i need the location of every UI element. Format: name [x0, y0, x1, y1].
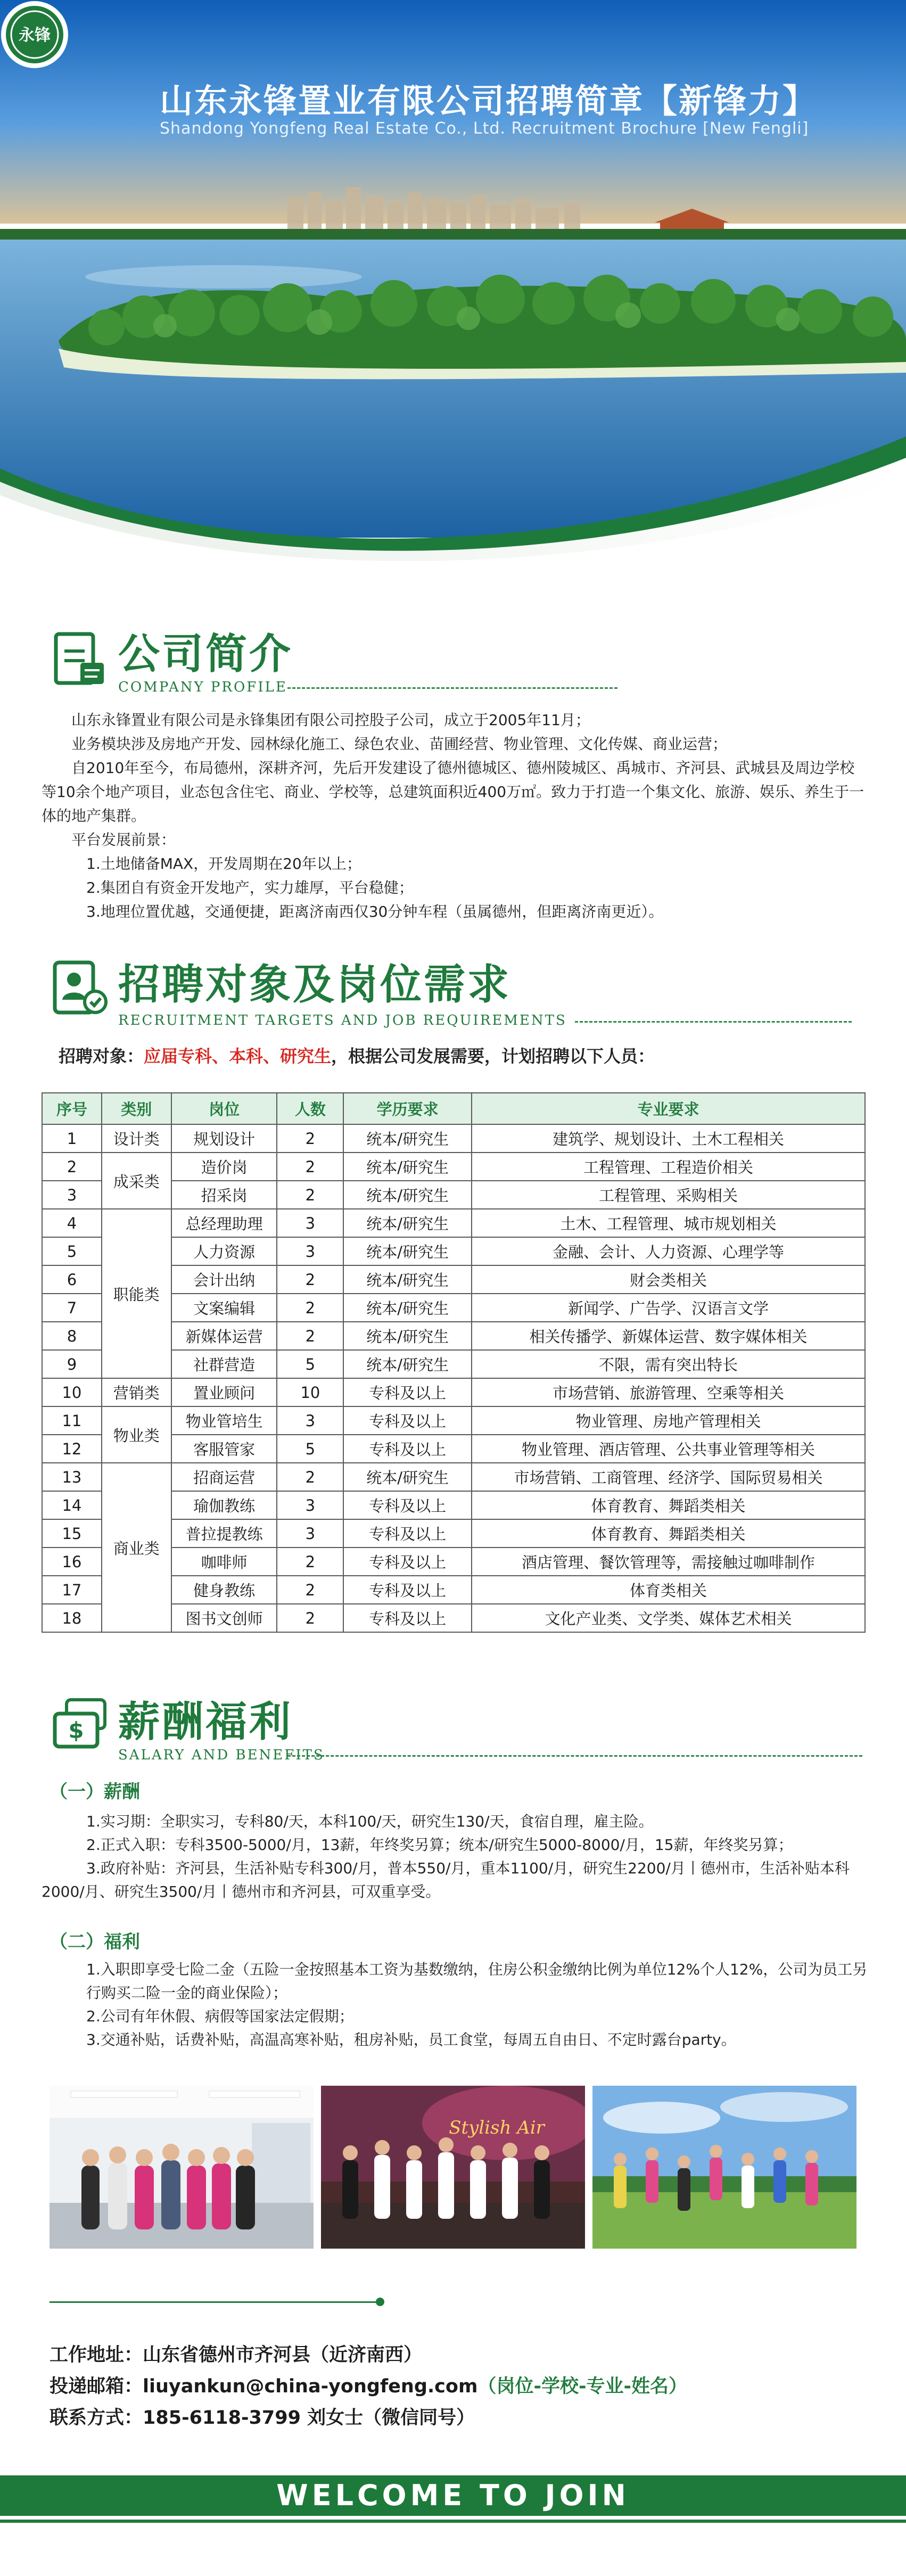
table-cell: 17 [42, 1576, 102, 1604]
document-icon [51, 630, 109, 688]
table-cell: 3 [277, 1491, 343, 1519]
table-cell: 专科及以上 [343, 1548, 472, 1576]
table-cell: 16 [42, 1548, 102, 1576]
table-header-cell: 专业要求 [472, 1093, 865, 1124]
table-cell: 9 [42, 1350, 102, 1378]
table-cell: 5 [277, 1350, 343, 1378]
table-cell: 统本/研究生 [343, 1181, 472, 1209]
recruit-title-en: RECRUITMENT TARGETS AND JOB REQUIREMENTS [118, 1013, 567, 1028]
table-cell: 2 [277, 1604, 343, 1632]
table-cell: 客服管家 [171, 1435, 277, 1463]
table-cell: 建筑学、规划设计、土木工程相关 [472, 1124, 865, 1153]
table-cell: 专科及以上 [343, 1378, 472, 1406]
table-cell: 6 [42, 1265, 102, 1294]
table-cell: 普拉提教练 [171, 1519, 277, 1548]
recruit-target-suffix: ，根据公司发展需要，计划招聘以下人员： [331, 1046, 655, 1066]
table-cell: 15 [42, 1519, 102, 1548]
pay-item-text: 3.政府补贴：齐河县，生活补贴专科300/月，普本550/月，重本1100/月，研究生2200/月丨德州市，生活补贴本科2000/月、研究生3500/月丨德州市和齐河县，可双重享受。 [42, 1859, 850, 1900]
table-header-cell: 人数 [277, 1093, 343, 1124]
table-cell: 瑜伽教练 [171, 1491, 277, 1519]
table-cell: 健身教练 [171, 1576, 277, 1604]
profile-paragraph: 山东永锋置业有限公司是永锋集团有限公司控股子公司，成立于2005年11月； [71, 711, 590, 729]
footer-banner: WELCOME TO JOIN [0, 2475, 906, 2516]
category-cell: 成采类 [102, 1153, 171, 1209]
table-cell: 4 [42, 1209, 102, 1237]
table-cell: 不限，需有突出特长 [472, 1350, 865, 1378]
table-cell: 3 [277, 1406, 343, 1435]
table-header-cell: 类别 [102, 1093, 171, 1124]
money-icon [51, 1694, 109, 1753]
table-cell: 3 [42, 1181, 102, 1209]
table-cell: 置业顾问 [171, 1378, 277, 1406]
logo-text: 永锋 [19, 26, 51, 45]
table-row [42, 1209, 865, 1237]
section-divider [287, 1755, 862, 1757]
profile-paragraph: 业务模块涉及房地产开发、园林绿化施工、绿色农业、苗圃经营、物业管理、文化传媒、商业运营； [71, 735, 728, 753]
contact-divider [50, 2301, 380, 2303]
jobs-table [42, 1092, 866, 1633]
address-value: 山东省德州市齐河县（近济南西） [143, 2344, 423, 2366]
table-cell: 招商运营 [171, 1463, 277, 1491]
welfare-heading: （二）福利 [50, 1931, 140, 1953]
divider-dot [376, 2298, 384, 2306]
table-row [42, 1463, 865, 1491]
table-cell: 文化产业类、文学类、媒体艺术相关 [472, 1604, 865, 1632]
table-cell: 统本/研究生 [343, 1237, 472, 1265]
profile-list-item: 3.地理位置优越，交通便捷，距离济南西仅30分钟车程（虽属德州，但距离济南更近）。 [86, 903, 664, 920]
recruit-target-prefix: 招聘对象： [59, 1046, 144, 1066]
profile-list-item: 2.集团自有资金开发地产，实力雄厚，平台稳健； [86, 879, 414, 896]
table-cell: 8 [42, 1322, 102, 1350]
table-cell: 财会类相关 [472, 1265, 865, 1294]
table-header-cell: 序号 [42, 1093, 102, 1124]
profile-text [42, 708, 867, 924]
hero-banner [0, 0, 906, 591]
table-cell: 文案编辑 [171, 1294, 277, 1322]
table-cell: 2 [277, 1294, 343, 1322]
table-cell: 物业管理、酒店管理、公共事业管理等相关 [472, 1435, 865, 1463]
svg-text:$: $ [68, 1717, 84, 1743]
table-cell: 相关传播学、新媒体运营、数字媒体相关 [472, 1322, 865, 1350]
photo-stage-party [321, 2086, 585, 2249]
table-cell: 市场营销、旅游管理、空乘等相关 [472, 1378, 865, 1406]
table-cell: 工程管理、工程造价相关 [472, 1153, 865, 1181]
table-cell: 市场营销、工商管理、经济学、国际贸易相关 [472, 1463, 865, 1491]
table-cell: 1 [42, 1124, 102, 1153]
table-cell: 体育教育、舞蹈类相关 [472, 1491, 865, 1519]
table-cell: 咖啡师 [171, 1548, 277, 1576]
pay-item: 2.正式入职：专科3500-5000/月，13薪，年终奖另算；统本/研究生5000-8000/月，15薪，年终奖另算； [86, 1836, 793, 1854]
email-label: 投递邮箱： [50, 2376, 143, 2397]
category-cell: 物业类 [102, 1406, 171, 1463]
table-cell: 统本/研究生 [343, 1294, 472, 1322]
profile-list-item: 1.土地储备MAX，开发周期在20年以上； [86, 855, 361, 873]
contact-email [50, 2372, 687, 2398]
table-cell: 专科及以上 [343, 1576, 472, 1604]
phone-label: 联系方式： [50, 2407, 143, 2429]
table-cell: 3 [277, 1519, 343, 1548]
table-row [42, 1406, 865, 1435]
table-cell: 规划设计 [171, 1124, 277, 1153]
table-cell: 物业管理、房地产管理相关 [472, 1406, 865, 1435]
table-cell: 2 [277, 1548, 343, 1576]
table-cell: 统本/研究生 [343, 1350, 472, 1378]
table-cell: 3 [277, 1237, 343, 1265]
pay-item [42, 1857, 872, 1904]
section-divider [287, 687, 617, 689]
phone-value: 185-6118-3799 刘女士（微信同号） [143, 2407, 475, 2429]
salary-title-en: SALARY AND BENEFITS [118, 1747, 325, 1763]
profile-title-en: COMPANY PROFILE [118, 679, 287, 695]
table-cell: 社群营造 [171, 1350, 277, 1378]
recruit-title: 招聘对象及岗位需求 [118, 961, 512, 1009]
table-cell: 酒店管理、餐饮管理等，需接触过咖啡制作 [472, 1548, 865, 1576]
table-cell: 统本/研究生 [343, 1209, 472, 1237]
table-cell: 5 [42, 1237, 102, 1265]
table-row [42, 1153, 865, 1181]
table-cell: 新闻学、广告学、汉语言文学 [472, 1294, 865, 1322]
table-header-cell: 岗位 [171, 1093, 277, 1124]
table-cell: 2 [277, 1181, 343, 1209]
table-cell: 新媒体运营 [171, 1322, 277, 1350]
table-cell: 7 [42, 1294, 102, 1322]
table-cell: 18 [42, 1604, 102, 1632]
table-row [42, 1378, 865, 1406]
section-divider [575, 1021, 852, 1023]
page-subtitle: Shandong Yongfeng Real Estate Co., Ltd. Recruitment Brochure [New Fengli] [160, 119, 809, 138]
table-cell: 体育类相关 [472, 1576, 865, 1604]
welfare-item: 1.入职即享受七险二金（五险一金按照基本工资为基数缴纳，住房公积金缴纳比例为单位12%个人12%，公司为员工另行购买二险一金的商业保险）； [86, 1961, 868, 2002]
table-cell: 物业管培生 [171, 1406, 277, 1435]
photo-sign-text: Stylish Air [449, 2117, 545, 2138]
email-link[interactable]: liuyankun@china-yongfeng.com [143, 2376, 478, 2397]
company-logo [0, 0, 69, 69]
pay-heading: （一）薪酬 [50, 1781, 140, 1803]
table-cell: 专科及以上 [343, 1491, 472, 1519]
table-cell: 招采岗 [171, 1181, 277, 1209]
table-cell: 5 [277, 1435, 343, 1463]
category-cell: 营销类 [102, 1378, 171, 1406]
table-cell: 专科及以上 [343, 1406, 472, 1435]
welfare-list [42, 1958, 872, 2052]
table-cell: 会计出纳 [171, 1265, 277, 1294]
table-cell: 统本/研究生 [343, 1124, 472, 1153]
table-cell: 2 [42, 1153, 102, 1181]
profile-title: 公司简介 [118, 630, 293, 678]
table-cell: 总经理助理 [171, 1209, 277, 1237]
page-title: 山东永锋置业有限公司招聘简章【新锋力】 [160, 81, 818, 120]
table-cell: 统本/研究生 [343, 1463, 472, 1491]
table-row [42, 1124, 865, 1153]
table-cell: 2 [277, 1463, 343, 1491]
table-cell: 造价岗 [171, 1153, 277, 1181]
photo-office-team [50, 2086, 314, 2249]
table-cell: 10 [277, 1378, 343, 1406]
contact-phone [50, 2403, 475, 2430]
table-cell: 金融、会计、人力资源、心理学等 [472, 1237, 865, 1265]
category-cell: 职能类 [102, 1209, 171, 1378]
table-cell: 10 [42, 1378, 102, 1406]
table-cell: 11 [42, 1406, 102, 1435]
table-cell: 统本/研究生 [343, 1322, 472, 1350]
table-cell: 2 [277, 1153, 343, 1181]
table-cell: 12 [42, 1435, 102, 1463]
email-note: （岗位-学校-专业-姓名） [477, 2376, 688, 2397]
contact-address [50, 2340, 422, 2367]
table-cell: 统本/研究生 [343, 1153, 472, 1181]
table-cell: 工程管理、采购相关 [472, 1181, 865, 1209]
table-cell: 图书文创师 [171, 1604, 277, 1632]
footer-bottom-bar [0, 2520, 906, 2523]
table-cell: 土木、工程管理、城市规划相关 [472, 1209, 865, 1237]
table-cell: 2 [277, 1322, 343, 1350]
recruit-target-highlight: 应届专科、本科、研究生 [144, 1046, 332, 1066]
table-cell: 统本/研究生 [343, 1265, 472, 1294]
table-cell: 专科及以上 [343, 1435, 472, 1463]
pay-item: 1.实习期：全职实习，专科80/天，本科100/天，研究生130/天，食宿自理，雇主险。 [86, 1813, 654, 1830]
category-cell: 设计类 [102, 1124, 171, 1153]
table-cell: 专科及以上 [343, 1604, 472, 1632]
recruit-person-icon [51, 958, 109, 1017]
table-cell: 2 [277, 1576, 343, 1604]
table-cell: 专科及以上 [343, 1519, 472, 1548]
address-label: 工作地址： [50, 2344, 143, 2366]
profile-paragraph: 自2010年至今，布局德州，深耕齐河，先后开发建设了德州德城区、德州陵城区、禹城市、齐河县、武城县及周边学校等10余个地产项目，业态包含住宅、商业、学校等，总建筑面积近400万㎡。致力于打造一个集文化、旅游、娱乐、养生于一体的地产集群。 [42, 759, 864, 825]
table-header-cell: 学历要求 [343, 1093, 472, 1124]
table-cell: 13 [42, 1463, 102, 1491]
table-cell: 3 [277, 1209, 343, 1237]
table-cell: 人力资源 [171, 1237, 277, 1265]
table-header-row [42, 1093, 865, 1124]
salary-title: 薪酬福利 [118, 1698, 293, 1746]
table-cell: 体育教育、舞蹈类相关 [472, 1519, 865, 1548]
category-cell: 商业类 [102, 1463, 171, 1632]
table-cell: 2 [277, 1265, 343, 1294]
welfare-item: 3.交通补贴，话费补贴，高温高寒补贴，租房补贴，员工食堂，每周五自由日、不定时露台party。 [86, 2031, 736, 2048]
welfare-item: 2.公司有年休假、病假等国家法定假期； [86, 2007, 354, 2025]
profile-paragraph: 平台发展前景： [71, 831, 176, 849]
pay-list [42, 1810, 872, 1904]
table-cell: 14 [42, 1491, 102, 1519]
photo-outdoor-jump [592, 2086, 856, 2249]
table-cell: 2 [277, 1124, 343, 1153]
recruit-target [59, 1044, 857, 1068]
